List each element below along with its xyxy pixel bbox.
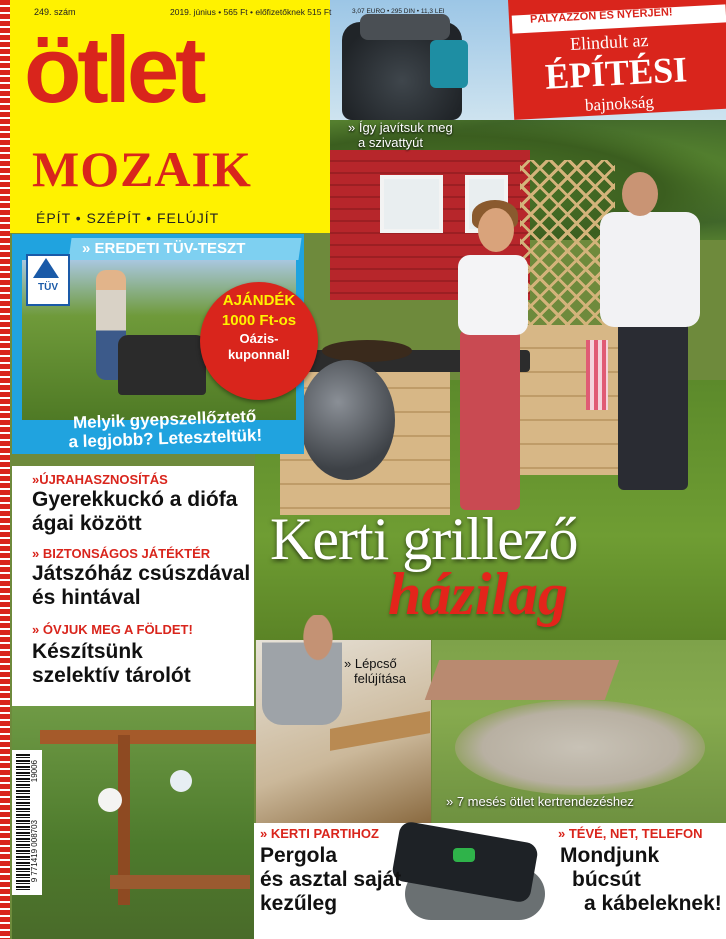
logo-otlet: ötlet [24, 17, 203, 122]
pump-caption-line: a szivattyút [358, 135, 424, 150]
article-heading[interactable] [32, 640, 191, 688]
contest-line: Elindult az [569, 29, 649, 55]
tuv-question-line: a legjobb? Leteszteltük! [68, 425, 263, 452]
article-kicker: » BIZTONSÁGOS JÁTÉKTÉR [32, 546, 211, 561]
rock-garden-bed [455, 700, 705, 795]
pump-caption[interactable] [348, 120, 453, 150]
grill-lid [300, 360, 395, 480]
paper-lantern [98, 788, 122, 812]
article-heading-line: és hintával [32, 586, 141, 609]
paella-pan [322, 340, 412, 362]
tuv-logo-icon [33, 258, 59, 278]
house-window [380, 175, 443, 233]
lawn-aerator [118, 335, 206, 395]
stairs-caption-line: » Lépcső [344, 656, 397, 671]
article-heading-line: Gyerekkuckó a diófa [32, 488, 238, 511]
tuv-header: » EREDETI TÜV-TESZT [82, 240, 246, 257]
barcode-bars [16, 754, 30, 891]
water-pump-image [360, 14, 450, 40]
charging-icon [453, 848, 475, 862]
pump-caption-line: » Így javítsuk meg [348, 120, 453, 135]
gift-line: AJÁNDÉK [222, 292, 296, 309]
man-figure [618, 320, 688, 490]
price-info: 2019. június • 565 Ft • előfizetőknek 515 Ft [170, 7, 332, 17]
tuv-logo-text: TÜV [38, 282, 58, 293]
bottom-heading-line: kezűleg [260, 892, 338, 915]
article-heading[interactable] [32, 488, 237, 536]
contest-line: ÉPÍTÉSI [544, 49, 689, 97]
contest-line: bajnokság [584, 92, 655, 115]
bottom-heading-line: Pergola [260, 844, 338, 867]
stairs-caption[interactable] [344, 656, 406, 686]
bottom-kicker: » TÉVÉ, NET, TELEFON [558, 826, 703, 841]
logo-mozaik: MOZAIK [32, 141, 252, 197]
tuv-question-line: Melyik gyepszellőztető [72, 406, 257, 433]
bottom-heading-line: búcsút [572, 868, 641, 891]
bottom-kicker: » KERTI PARTIHOZ [260, 826, 379, 841]
left-edge-strip [0, 0, 10, 939]
gift-line: 1000 Ft-os [221, 312, 297, 329]
gift-line: kuponnal! [227, 347, 291, 362]
barcode-digits: 9 771419 008703 [30, 820, 39, 883]
woman-figure [478, 208, 514, 252]
garden-table [110, 875, 250, 889]
man-figure [622, 172, 658, 216]
striped-towel [586, 340, 608, 410]
garden-path [425, 660, 620, 700]
paper-lantern [170, 770, 192, 792]
woman-figure [460, 330, 520, 510]
pergola-beam [40, 730, 260, 744]
article-kicker: » ÓVJUK MEG A FÖLDET! [32, 622, 193, 637]
issue-number: 249. szám [34, 7, 76, 17]
main-subtitle: házilag [388, 561, 569, 627]
water-pump-image [430, 40, 468, 88]
article-heading[interactable] [32, 562, 250, 610]
barcode-digits: 19006 [30, 760, 39, 783]
bottom-heading-line: Mondjunk [560, 844, 660, 867]
foreign-prices: 3,07 EURO • 295 DIN • 11,3 LEI [352, 8, 445, 15]
bottom-heading[interactable] [260, 844, 401, 916]
bottom-heading[interactable] [560, 844, 722, 916]
bottom-heading-line: a kábeleknek! [584, 892, 722, 915]
article-kicker: »ÚJRAHASZNOSÍTÁS [32, 472, 168, 487]
man-figure [600, 212, 700, 327]
bottom-heading-line: és asztal saját [260, 868, 402, 891]
main-title[interactable]: Kerti grillező [270, 506, 578, 572]
gift-line: Oázis- [239, 331, 279, 346]
contest-line: PÁLYÁZZON ÉS NYERJEN! [529, 6, 673, 26]
article-heading-line: Készítsünk [32, 640, 143, 663]
article-heading-line: ágai között [32, 512, 142, 535]
tagline: ÉPÍT • SZÉPÍT • FELÚJÍT [36, 210, 220, 226]
woman-figure [458, 255, 528, 335]
article-heading-line: szelektív tárolót [32, 664, 191, 687]
garden-caption[interactable]: » 7 mesés ötlet kertrendezéshez [446, 794, 634, 809]
kitchen-counter-right [510, 325, 635, 475]
stairs-caption-line: felújítása [354, 671, 407, 686]
man-renovating-stairs [262, 615, 342, 725]
article-heading-line: Játszóház csúszdával [32, 562, 251, 585]
